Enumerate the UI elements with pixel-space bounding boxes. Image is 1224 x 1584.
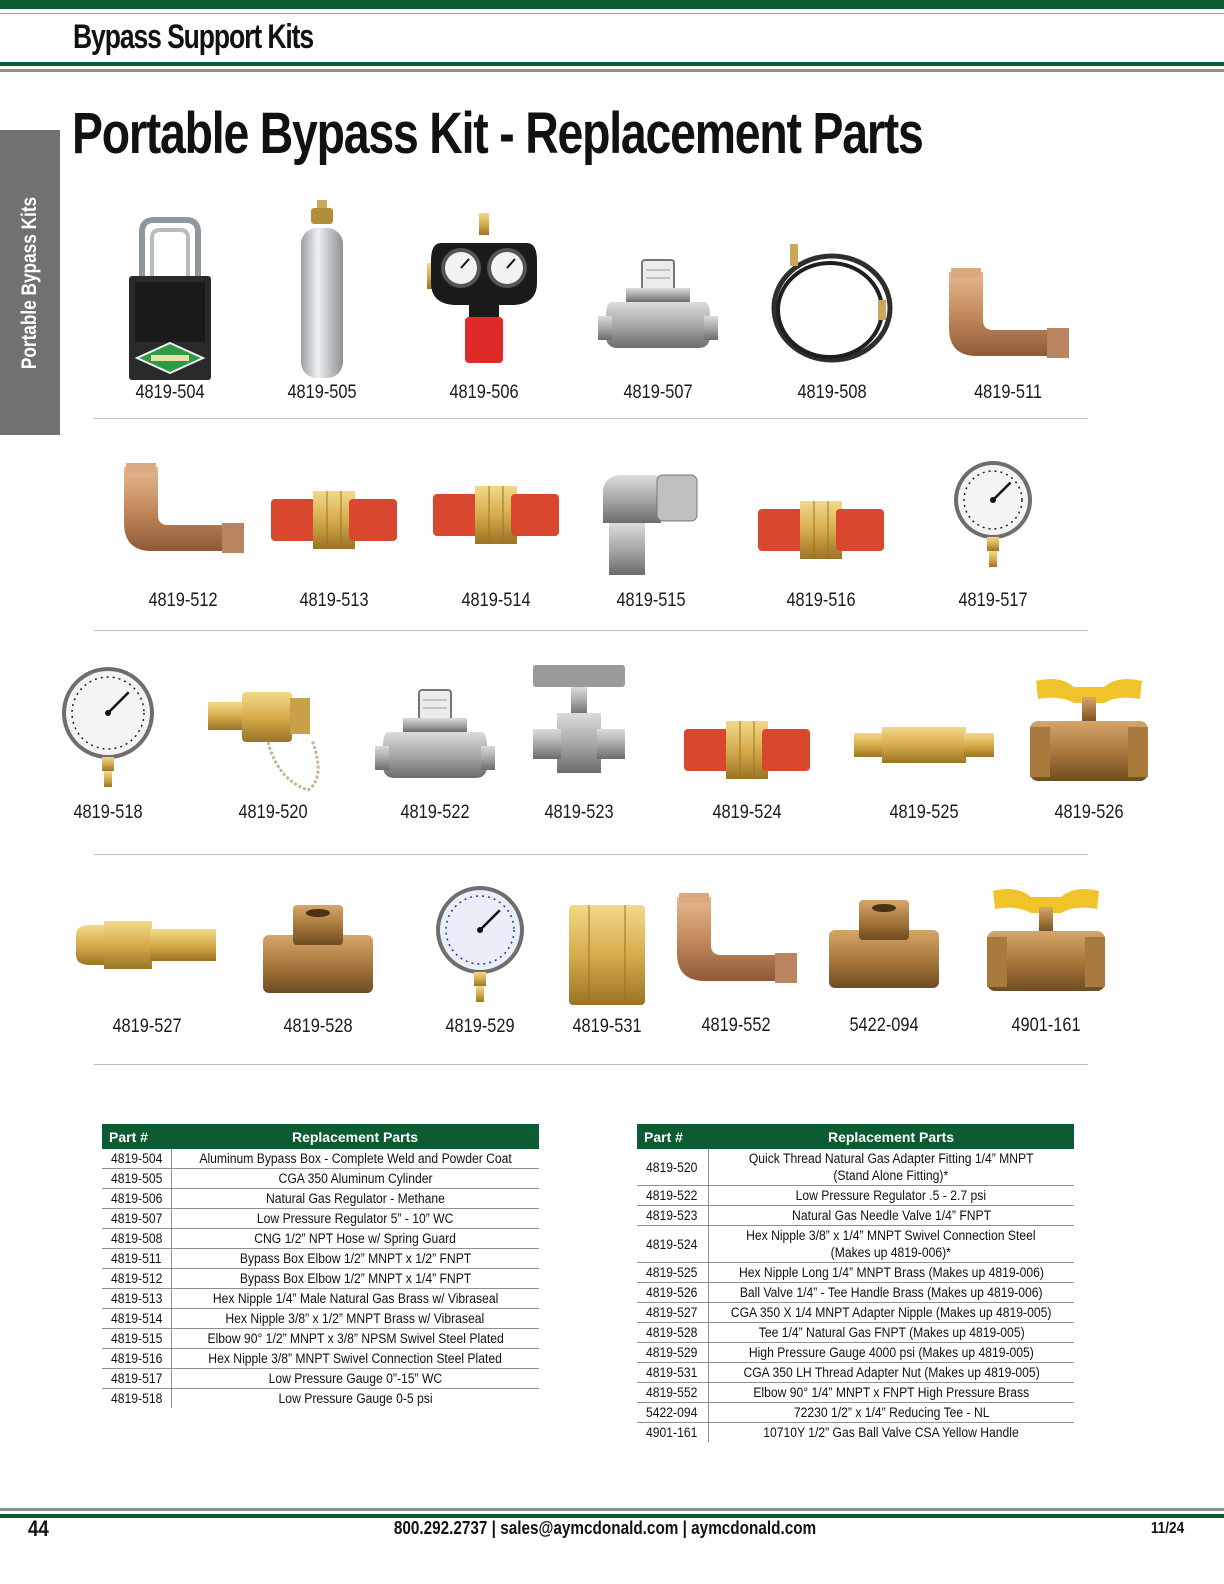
dual-gauge-regulator-icon-graphic bbox=[419, 213, 549, 368]
part-number-label: 4819-516 bbox=[786, 590, 856, 611]
part-number-label: 4901-161 bbox=[1011, 1015, 1081, 1036]
table-row bbox=[637, 1263, 1074, 1283]
tee-fitting-icon-graphic bbox=[829, 900, 939, 990]
table-header-row bbox=[102, 1124, 539, 1149]
part-number-text: 4819-505 bbox=[111, 1171, 163, 1186]
part-number-label: 4819-529 bbox=[445, 1016, 515, 1037]
top-grey-rule bbox=[0, 13, 1224, 14]
adapter-nipple-icon-graphic bbox=[76, 921, 218, 969]
part-number-label: 4819-524 bbox=[712, 802, 782, 823]
description-cell bbox=[171, 1369, 539, 1389]
part-number-text: 4819-552 bbox=[646, 1385, 698, 1400]
description-cell bbox=[171, 1389, 539, 1409]
table-row bbox=[102, 1149, 539, 1169]
description-text: Hex Nipple 1/4” Male Natural Gas Brass w/ Vibraseal bbox=[212, 1291, 498, 1306]
part-number-cell bbox=[637, 1206, 708, 1226]
part-number-text: 4819-515 bbox=[111, 1331, 163, 1346]
description-text: Bypass Box Elbow 1/2” MNPT x 1/2” FNPT bbox=[239, 1251, 471, 1266]
table-row bbox=[102, 1269, 539, 1289]
part-number-cell bbox=[102, 1349, 171, 1369]
part-number-text: 4819-516 bbox=[111, 1351, 163, 1366]
elbow-fitting-icon-graphic bbox=[671, 893, 801, 988]
part-number-text: 4819-527 bbox=[646, 1305, 698, 1320]
ball-valve-icon-graphic bbox=[1030, 675, 1148, 785]
description-cell bbox=[708, 1186, 1074, 1206]
row-divider bbox=[94, 418, 1088, 419]
description-text: 10710Y 1/2” Gas Ball Valve CSA Yellow Handle bbox=[763, 1425, 1020, 1440]
part-number-text: 4819-513 bbox=[111, 1291, 163, 1306]
description-cell bbox=[171, 1229, 539, 1249]
part-number-text: 4819-508 bbox=[111, 1231, 163, 1246]
part-number-text: 4819-523 bbox=[646, 1208, 698, 1223]
part-number-cell bbox=[637, 1403, 708, 1423]
part-number-label: 4819-523 bbox=[544, 802, 614, 823]
table-row bbox=[637, 1303, 1074, 1323]
description-text: Quick Thread Natural Gas Adapter Fitting 1/4” MNPT bbox=[748, 1151, 1034, 1166]
pressure-gauge-icon-graphic bbox=[952, 459, 1034, 571]
part-number-cell bbox=[637, 1283, 708, 1303]
part-number-cell bbox=[102, 1149, 171, 1169]
part-number-cell bbox=[637, 1423, 708, 1443]
table-row bbox=[102, 1329, 539, 1349]
adapter-fitting-icon-graphic bbox=[208, 680, 338, 800]
description-cell bbox=[708, 1323, 1074, 1343]
part-number-label: 4819-518 bbox=[73, 802, 143, 823]
description-text: Ball Valve 1/4” - Tee Handle Brass (Makes up 4819-006) bbox=[739, 1285, 1043, 1300]
table-row bbox=[102, 1289, 539, 1309]
part-number-label: 4819-528 bbox=[283, 1016, 353, 1037]
part-number-cell bbox=[102, 1369, 171, 1389]
table-row bbox=[102, 1229, 539, 1249]
description-cell bbox=[708, 1263, 1074, 1283]
footer-date: 11/24 bbox=[1150, 1520, 1184, 1537]
long-nipple-icon-graphic bbox=[854, 725, 994, 765]
part-number-text: 4819-518 bbox=[111, 1391, 163, 1406]
part-number-cell bbox=[102, 1389, 171, 1409]
part-number-text: 5422-094 bbox=[646, 1405, 698, 1420]
description-text: Aluminum Bypass Box - Complete Weld and Powder Coat bbox=[199, 1151, 512, 1166]
top-green-rule bbox=[0, 0, 1224, 9]
description-text: Elbow 90° 1/4” MNPT x FNPT High Pressure Brass bbox=[753, 1385, 1030, 1400]
part-number-label: 4819-512 bbox=[148, 590, 218, 611]
needle-valve-icon-graphic bbox=[533, 665, 625, 785]
part-number-cell bbox=[102, 1209, 171, 1229]
part-number-label: 4819-504 bbox=[135, 382, 205, 403]
part-number-cell bbox=[102, 1189, 171, 1209]
part-number-text: 4819-520 bbox=[646, 1159, 698, 1175]
part-number-text: 4819-511 bbox=[111, 1251, 162, 1266]
part-number-text: 4819-524 bbox=[646, 1236, 698, 1252]
description-cell bbox=[171, 1329, 539, 1349]
description-cell bbox=[708, 1303, 1074, 1323]
description-cell bbox=[171, 1209, 539, 1229]
part-number-text: 4819-528 bbox=[646, 1325, 698, 1340]
table-header-row bbox=[637, 1124, 1074, 1149]
part-number-label: 4819-513 bbox=[299, 590, 369, 611]
table-row bbox=[102, 1209, 539, 1229]
hex-nipple-icon-graphic bbox=[682, 715, 812, 785]
part-number-text: 4819-517 bbox=[111, 1371, 163, 1386]
parts-table-right bbox=[637, 1124, 1074, 1442]
description-text: Low Pressure Gauge 0-5 psi bbox=[278, 1391, 433, 1406]
swivel-elbow-icon-graphic bbox=[601, 473, 701, 578]
part-number-label: 4819-525 bbox=[889, 802, 959, 823]
description-text: Bypass Box Elbow 1/2” MNPT x 1/4” FNPT bbox=[239, 1271, 471, 1286]
part-number-text: 4819-506 bbox=[111, 1191, 163, 1206]
side-tab-label: Portable Bypass Kits bbox=[18, 196, 41, 370]
description-text: Low Pressure Regulator 5” - 10” WC bbox=[256, 1211, 454, 1226]
table-row bbox=[637, 1226, 1074, 1263]
description-text: CGA 350 LH Thread Adapter Nut (Makes up 4819-005) bbox=[743, 1365, 1040, 1380]
description-text: High Pressure Gauge 4000 psi (Makes up 4819-005) bbox=[748, 1345, 1034, 1360]
adapter-nut-icon-graphic bbox=[567, 905, 647, 1005]
part-number-label: 4819-526 bbox=[1054, 802, 1124, 823]
part-number-label: 4819-514 bbox=[461, 590, 531, 611]
table-row bbox=[637, 1283, 1074, 1303]
part-number-text: 4901-161 bbox=[646, 1425, 698, 1440]
description-cell bbox=[171, 1269, 539, 1289]
description-text: Natural Gas Regulator - Methane bbox=[265, 1191, 445, 1206]
coiled-hose-icon-graphic bbox=[766, 240, 898, 370]
description-cell bbox=[171, 1169, 539, 1189]
part-number-label: 4819-515 bbox=[616, 590, 686, 611]
description-text: 72230 1/2” x 1/4” Reducing Tee - NL bbox=[793, 1405, 990, 1420]
part-number-label: 4819-517 bbox=[958, 590, 1028, 611]
table-row bbox=[637, 1343, 1074, 1363]
description-cell bbox=[171, 1189, 539, 1209]
description-cell bbox=[708, 1283, 1074, 1303]
description-text: CNG 1/2” NPT Hose w/ Spring Guard bbox=[254, 1231, 457, 1246]
part-number-text: 4819-512 bbox=[111, 1271, 163, 1286]
parts-table-left bbox=[102, 1124, 539, 1408]
part-number-cell bbox=[637, 1226, 708, 1263]
description-cell bbox=[708, 1383, 1074, 1403]
table-row bbox=[102, 1249, 539, 1269]
bypass-box-icon-graphic bbox=[127, 218, 213, 383]
part-number-cell bbox=[637, 1343, 708, 1363]
description-cell bbox=[708, 1363, 1074, 1383]
column-header-description: Replacement Parts bbox=[171, 1124, 539, 1149]
description-text: CGA 350 X 1/4 MNPT Adapter Nipple (Makes up 4819-005) bbox=[730, 1305, 1052, 1320]
description-text: Elbow 90° 1/2” MNPT x 3/8” NPSM Swivel Steel Plated bbox=[207, 1331, 504, 1346]
table-row bbox=[637, 1383, 1074, 1403]
table-row bbox=[637, 1363, 1074, 1383]
part-number-cell bbox=[102, 1289, 171, 1309]
aluminum-cylinder-icon-graphic bbox=[297, 200, 347, 380]
part-number-text: 4819-514 bbox=[111, 1311, 163, 1326]
footer-contact: 800.292.2737 | sales@aymcdonald.com | aymcdonald.com bbox=[393, 1518, 817, 1538]
part-number-label: 4819-508 bbox=[797, 382, 867, 403]
header-grey-rule bbox=[0, 69, 1224, 72]
part-number-cell bbox=[637, 1363, 708, 1383]
part-number-text: 4819-522 bbox=[646, 1188, 698, 1203]
table-row bbox=[102, 1309, 539, 1329]
part-number-cell bbox=[102, 1309, 171, 1329]
part-number-text: 4819-525 bbox=[646, 1265, 698, 1280]
table-row bbox=[102, 1169, 539, 1189]
ball-valve-icon-graphic bbox=[987, 885, 1105, 995]
tee-fitting-icon-graphic bbox=[263, 905, 373, 995]
pressure-regulator-icon-graphic bbox=[375, 690, 495, 790]
description-text: CGA 350 Aluminum Cylinder bbox=[278, 1171, 433, 1186]
part-number-label: 4819-507 bbox=[623, 382, 693, 403]
table-row bbox=[102, 1369, 539, 1389]
part-number-cell bbox=[102, 1229, 171, 1249]
row-divider bbox=[94, 854, 1088, 855]
part-number-text: 4819-531 bbox=[646, 1365, 698, 1380]
page-number: 44 bbox=[28, 1516, 49, 1541]
description-text: Hex Nipple 3/8” x 1/4” MNPT Swivel Connection Steel bbox=[746, 1228, 1036, 1243]
row-divider bbox=[94, 1064, 1088, 1065]
table-row bbox=[637, 1206, 1074, 1226]
hex-nipple-icon-graphic bbox=[431, 480, 561, 550]
description-cell bbox=[171, 1149, 539, 1169]
section-title: Bypass Support Kits bbox=[73, 18, 314, 56]
part-number-label: 5422-094 bbox=[849, 1015, 919, 1036]
table-row bbox=[637, 1149, 1074, 1186]
part-number-label: 4819-552 bbox=[701, 1015, 771, 1036]
elbow-fitting-icon-graphic bbox=[943, 268, 1073, 363]
column-header-part: Part # bbox=[637, 1124, 708, 1149]
part-number-label: 4819-511 bbox=[974, 382, 1042, 403]
description-cell bbox=[171, 1289, 539, 1309]
part-number-label: 4819-505 bbox=[287, 382, 357, 403]
row-divider bbox=[94, 630, 1088, 631]
part-number-cell bbox=[637, 1149, 708, 1186]
part-number-label: 4819-522 bbox=[400, 802, 470, 823]
table-row bbox=[102, 1189, 539, 1209]
part-number-text: 4819-507 bbox=[111, 1211, 163, 1226]
elbow-fitting-icon-graphic bbox=[118, 463, 248, 558]
description-cell bbox=[708, 1423, 1074, 1443]
pressure-regulator-icon-graphic bbox=[598, 260, 718, 360]
part-number-cell bbox=[102, 1249, 171, 1269]
table-row bbox=[637, 1403, 1074, 1423]
description-cell bbox=[708, 1343, 1074, 1363]
table-row bbox=[102, 1349, 539, 1369]
pressure-gauge-icon-graphic bbox=[434, 884, 526, 1006]
part-number-cell bbox=[637, 1383, 708, 1403]
description-text: Hex Nipple Long 1/4” MNPT Brass (Makes up 4819-006) bbox=[738, 1265, 1044, 1280]
description-cell bbox=[171, 1249, 539, 1269]
part-number-cell bbox=[102, 1169, 171, 1189]
description-text: Natural Gas Needle Valve 1/4” FNPT bbox=[791, 1208, 991, 1223]
description-text: Low Pressure Gauge 0”-15” WC bbox=[268, 1371, 443, 1386]
description-text: Low Pressure Regulator .5 - 2.7 psi bbox=[796, 1188, 987, 1203]
description-cell bbox=[708, 1403, 1074, 1423]
part-number-cell bbox=[637, 1263, 708, 1283]
part-number-cell bbox=[102, 1329, 171, 1349]
description-cell bbox=[171, 1349, 539, 1369]
description-text: Hex Nipple 3/8” MNPT Swivel Connection Steel Plated bbox=[208, 1351, 503, 1366]
part-number-text: 4819-529 bbox=[646, 1345, 698, 1360]
table-row bbox=[637, 1186, 1074, 1206]
description-cell bbox=[708, 1149, 1074, 1186]
description-note: (Stand Alone Fitting)* bbox=[833, 1168, 949, 1183]
part-number-text: 4819-504 bbox=[111, 1151, 163, 1166]
part-number-cell bbox=[637, 1323, 708, 1343]
description-text: Tee 1/4” Natural Gas FNPT (Makes up 4819-005) bbox=[758, 1325, 1025, 1340]
description-cell bbox=[708, 1226, 1074, 1263]
description-cell bbox=[708, 1206, 1074, 1226]
hex-nipple-icon-graphic bbox=[269, 485, 399, 555]
column-header-part: Part # bbox=[102, 1124, 171, 1149]
part-number-label: 4819-520 bbox=[238, 802, 308, 823]
table-row bbox=[637, 1323, 1074, 1343]
column-header-description: Replacement Parts bbox=[708, 1124, 1074, 1149]
part-number-cell bbox=[637, 1303, 708, 1323]
part-number-cell bbox=[637, 1186, 708, 1206]
part-number-cell bbox=[102, 1269, 171, 1289]
page-title: Portable Bypass Kit - Replacement Parts bbox=[72, 101, 923, 166]
table-row bbox=[102, 1389, 539, 1409]
description-text: Hex Nipple 3/8” x 1/2” MNPT Brass w/ Vibraseal bbox=[225, 1311, 485, 1326]
table-row bbox=[637, 1423, 1074, 1443]
part-number-label: 4819-531 bbox=[572, 1016, 642, 1037]
part-number-label: 4819-527 bbox=[112, 1016, 182, 1037]
pressure-gauge-icon-graphic bbox=[60, 665, 156, 791]
part-number-text: 4819-526 bbox=[646, 1285, 698, 1300]
part-number-label: 4819-506 bbox=[449, 382, 519, 403]
hex-nipple-icon-graphic bbox=[756, 495, 886, 565]
description-note: (Makes up 4819-006)* bbox=[831, 1245, 952, 1260]
description-cell bbox=[171, 1309, 539, 1329]
